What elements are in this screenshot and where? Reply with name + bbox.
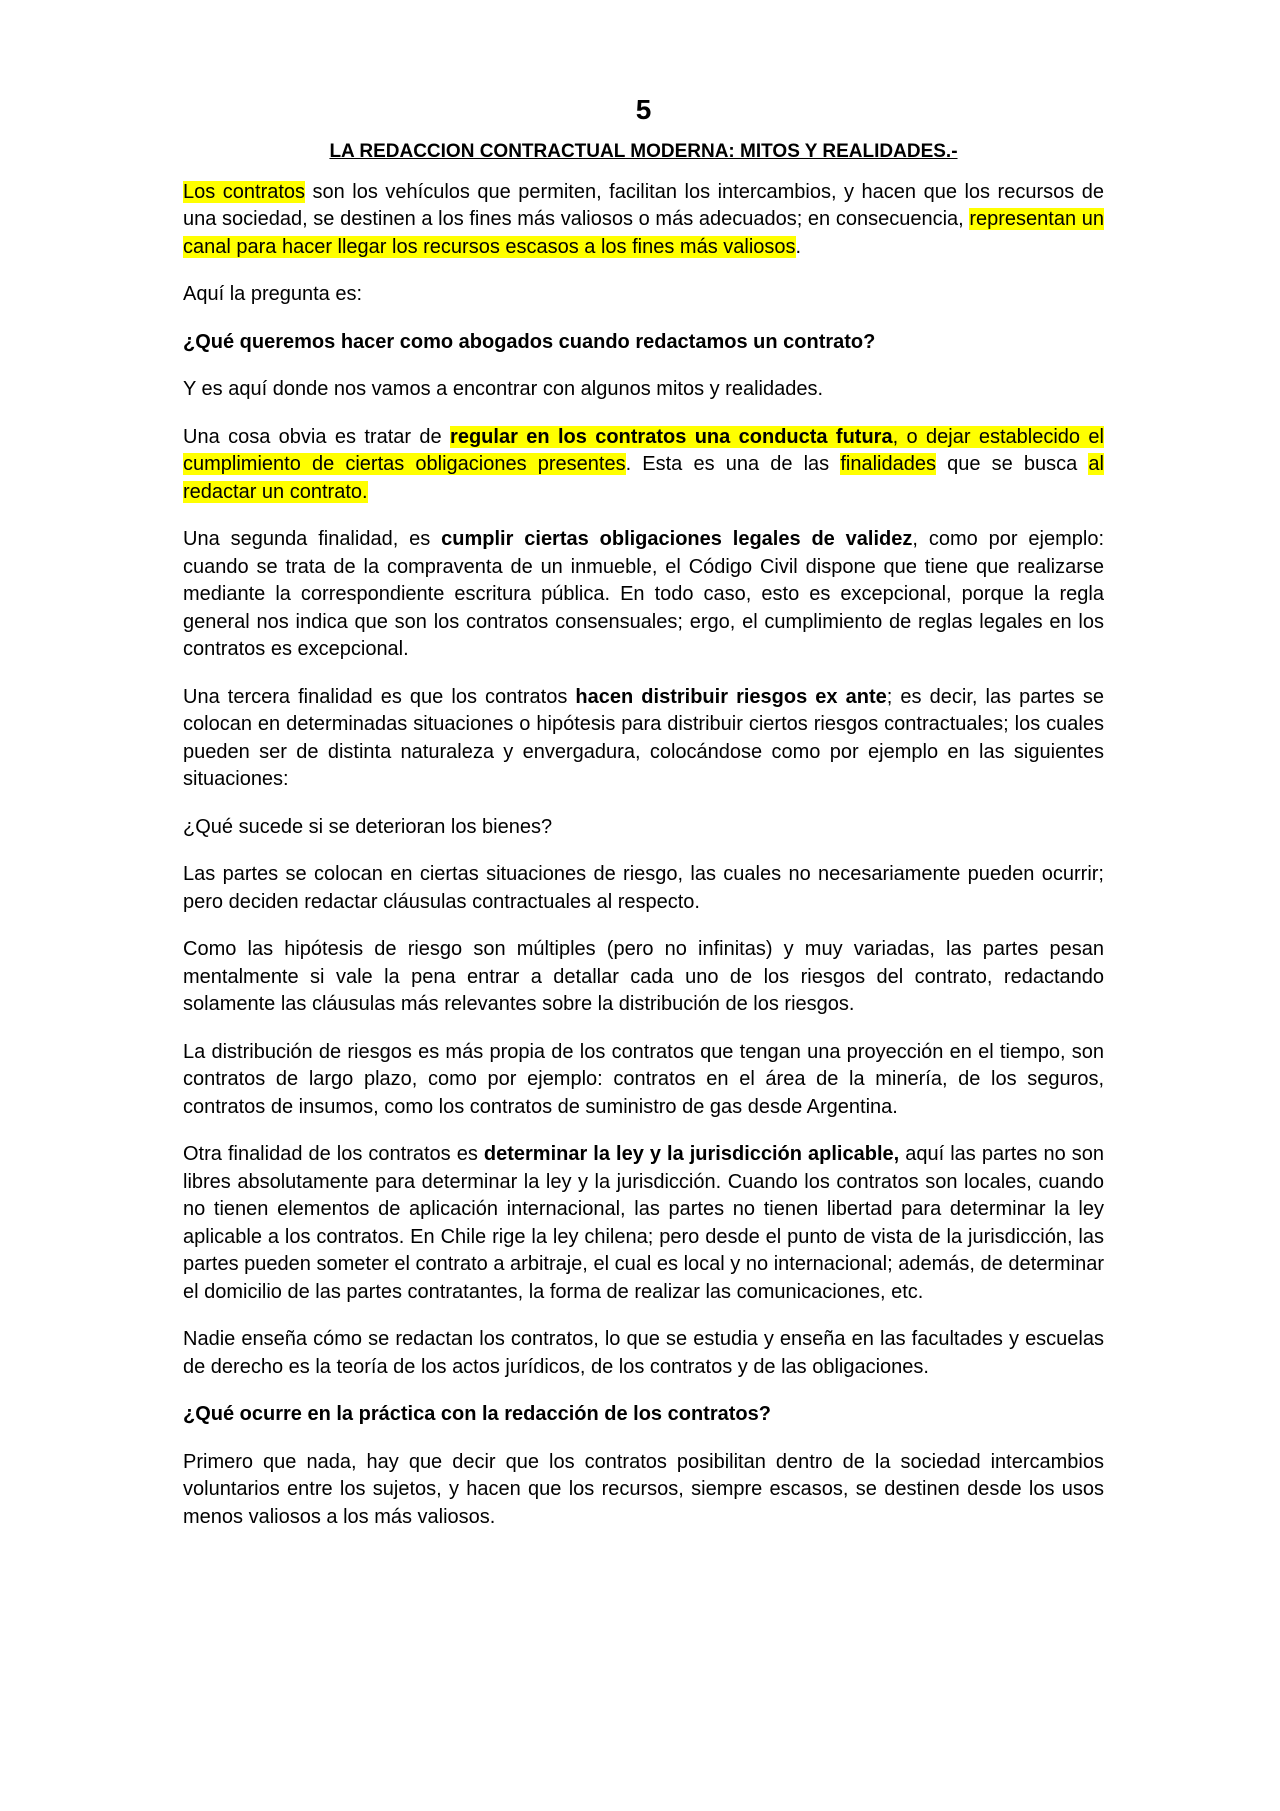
- text-run: , o dejar establecido el cumplimiento de ciertas obligaciones presentes: [183, 425, 1104, 475]
- bold-text: regular en los contratos una conducta futura: [450, 425, 893, 448]
- paragraph-intro: [183, 179, 1104, 262]
- paragraph-myths: Y es aquí donde nos vamos a encontrar con algunos mitos y realidades.: [183, 378, 824, 400]
- paragraph-risk-hypotheses: Como las hipótesis de riesgo son múltiples (pero no infinitas) y muy variadas, las partes pesan mentalmente si vale la pena entrar a detallar cada uno de los riesgos del contrato, redactando solamente las cláusulas más relevantes sobre la distribución de los riesgos.: [183, 938, 1104, 1015]
- paragraph-law-jurisdiction: [183, 1141, 1104, 1306]
- bold-text: ¿Qué ocurre en la práctica con la redacción de los contratos?: [183, 1403, 771, 1425]
- bold-text: hacen distribuir riesgos ex ante: [575, 685, 887, 708]
- text-run: , como por ejemplo: cuando se trata de la compraventa de un inmueble, el Código Civil dispone que tiene que realizarse mediante la correspondiente escritura pública. En todo caso, esto es excepcional, porque la regla general nos indica que son los contratos consensuales; ergo, el cumplimiento de reglas legales en los contratos es excepcional.: [183, 528, 1104, 660]
- bold-text: cumplir ciertas obligaciones legales de validez: [441, 528, 913, 550]
- text-run: ; es decir, las partes se colocan en determinadas situaciones o hipótesis para distribuir ciertos riesgos contractuales; los cuales pueden ser de distinta naturaleza y envergadura, colocándose como por ejemplo en las siguientes situaciones:: [183, 685, 1104, 790]
- highlight: finalidades: [840, 453, 936, 475]
- paragraph-second-purpose: [183, 526, 1104, 664]
- text-run: .: [795, 235, 802, 258]
- paragraph-risk-distribution: La distribución de riesgos es más propia de los contratos que tengan una proyección en el tiempo, son contratos de largo plazo, como por ejemplo: contratos en el área de la minería, de los seguros, contratos de insumos, como los contratos de suministro de gas desde Argentina.: [183, 1040, 1104, 1118]
- text-run: que se busca: [935, 453, 1089, 475]
- text-run: aquí las partes no son libres absolutamente para determinar la ley y la jurisdicción. Cuando los contratos son locales, cuando no tienen elementos de aplicación internacional, las partes no tienen libertad para determinar la ley aplicable a los contratos. En Chile rige la ley chilena; pero desde el punto de vista de la jurisdicción, las partes pueden someter el contrato a arbitraje, el cual es local y no internacional; además, de determinar el domicilio de las partes contratantes, la forma de realizar las comunicaciones, etc.: [183, 1143, 1104, 1303]
- paragraph-risk-situations: Las partes se colocan en ciertas situaciones de riesgo, las cuales no necesariamente pueden ocurrir; pero deciden redactar cláusulas contractuales al respecto.: [183, 863, 1104, 913]
- paragraph-first-purpose: [183, 424, 1104, 507]
- bold-text: determinar la ley y la jurisdicción aplicable,: [483, 1143, 900, 1165]
- highlight: Los contratos: [183, 180, 306, 203]
- text-run: Una tercera finalidad es que los contratos: [183, 685, 576, 708]
- highlight: al redactar un contrato.: [183, 453, 1104, 503]
- text-run: Una segunda finalidad, es: [183, 528, 442, 550]
- paragraph-risk-question: ¿Qué sucede si se deterioran los bienes?: [183, 815, 553, 838]
- highlight: representan un canal para hacer llegar los recursos escasos a los fines más valiosos: [183, 208, 1105, 258]
- paragraph-third-purpose: [183, 684, 1104, 794]
- page-number: 5: [635, 94, 652, 125]
- paragraph-teaching: Nadie enseña cómo se redactan los contratos, lo que se estudia y enseña en las facultades y escuelas de derecho es la teoría de los actos jurídicos, de los contratos y de las obligaciones.: [183, 1328, 1104, 1378]
- document-title: LA REDACCION CONTRACTUAL MODERNA: MITOS Y REALIDADES.-: [329, 141, 958, 162]
- bold-text: ¿Qué queremos hacer como abogados cuando redactamos un contrato?: [183, 330, 876, 353]
- text-run: Una cosa obvia es tratar de: [183, 425, 451, 448]
- paragraph-practice: Primero que nada, hay que decir que los contratos posibilitan dentro de la sociedad intercambios voluntarios entre los sujetos, y hacen que los recursos, siempre escasos, se destinen desde los usos menos valiosos a los más valiosos.: [183, 1450, 1104, 1528]
- question-heading-2: [183, 1401, 1104, 1429]
- question-heading-1: [183, 329, 1104, 357]
- paragraph-question-intro: Aquí la pregunta es:: [183, 283, 363, 305]
- text-run: Otra finalidad de los contratos es: [183, 1143, 484, 1165]
- text-run: son los vehículos que permiten, facilitan los intercambios, y hacen que los recursos de una sociedad, se destinen a los fines más valiosos o más adecuados; en consecuencia,: [183, 180, 1104, 230]
- text-run: . Esta es una de las: [625, 453, 841, 475]
